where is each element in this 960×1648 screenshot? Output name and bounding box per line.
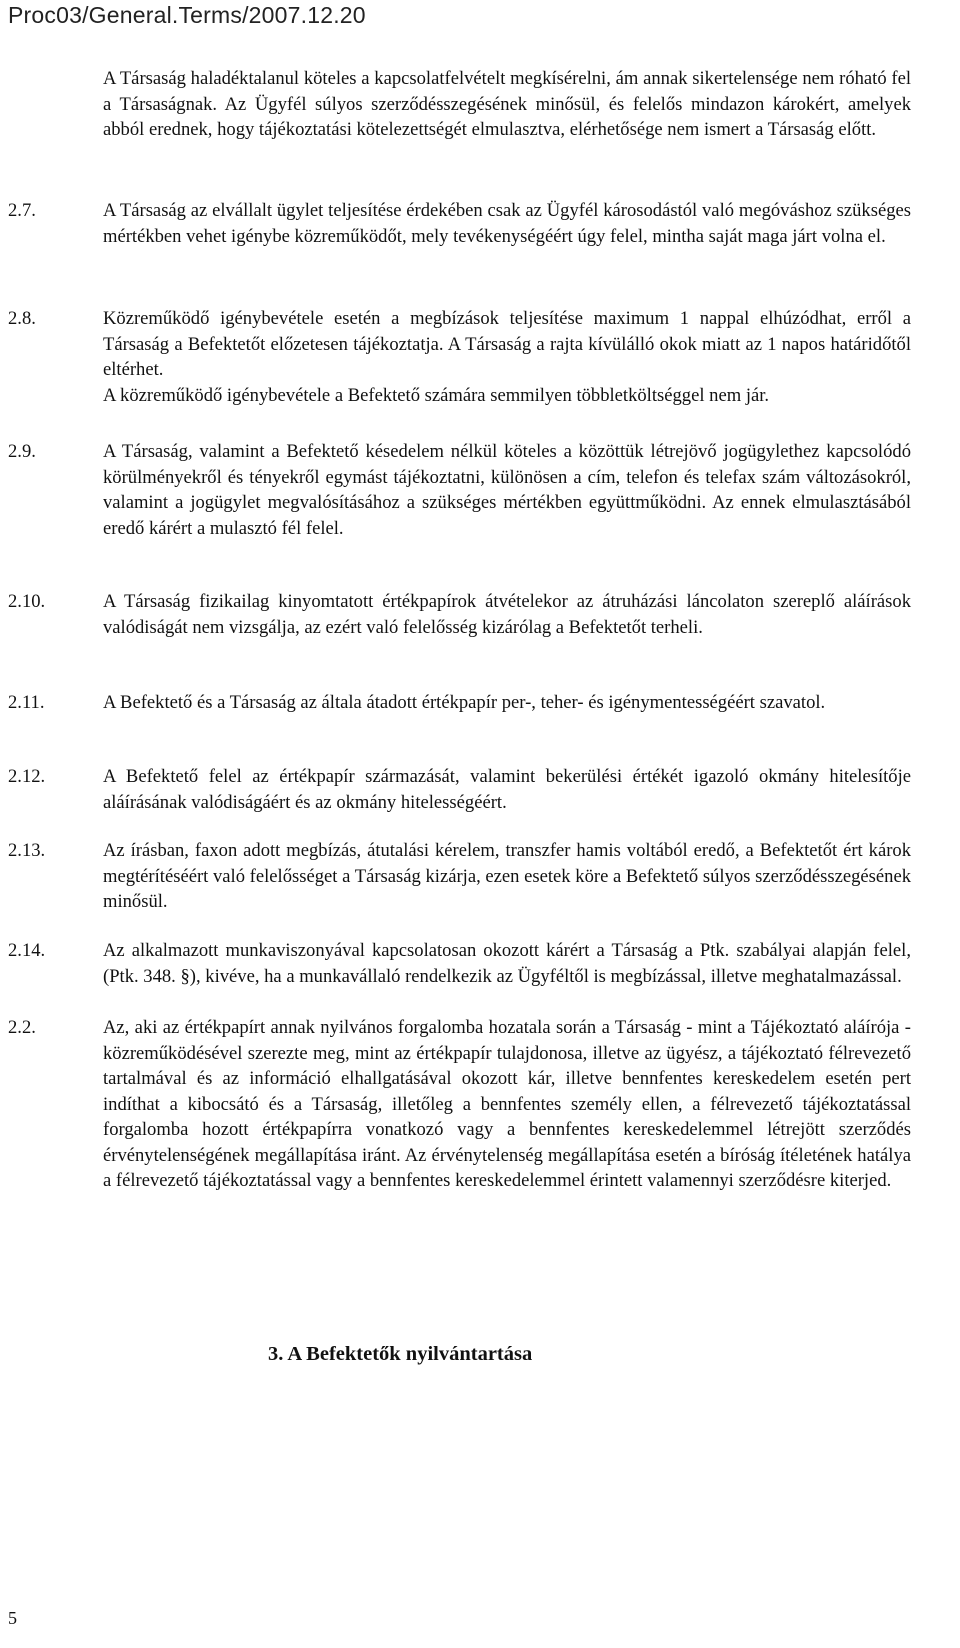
document-id-header: Proc03/General.Terms/2007.12.20 [8,2,366,28]
clause-text: Az, aki az értékpapírt annak nyilvános forgalomba hozatala során a Társaság - mint a Tájékoztató aláírója - közreműködésével szerezte meg, mint az értékpapír tulajdonosa, illetve az ügyész, a tájékoztató félrevezető tartalmával és az információ elhallgatásával okozott kár, illetve bennfentes kereskedelem esetén pert indíthat a kibocsátó és a Társaság, illetőleg a bennfentes személy ellen, a félrevezető tájékoztatással forgalomba hozott értékpapírra vonatkozó vagy a bennfentes kereskedelemmel létrejött szerződés érvénytelenségének megállapítása iránt. Az érvénytelenség megállapítása esetén a bíróság ítéletének hatálya a félrevezető tájékoztatással vagy a bennfentes kereskedelemmel érintett valamennyi szerződésre kiterjed. [103,1017,911,1191]
clause-text: Az alkalmazott munkaviszonyával kapcsolatosan okozott kárért a Társaság a Ptk. szabályai alapján felel, (Ptk. 348. §), kivéve, ha a munkavállaló rendelkezik az Ügyféltől is megbízással, illetve meghatalmazással. [103,940,911,987]
clause-text-continued: A közreműködő igénybevétele a Befektető számára semmilyen többletköltséggel nem jár. [103,384,770,406]
clause-number: 2.9. [8,441,36,462]
clause-number: 2.7. [8,200,36,221]
clause-body [103,306,911,408]
clause-text: A Társaság az elvállalt ügylet teljesítése érdekében csak az Ügyfél károsodástól való megóváshoz szükséges mértékben vehet igénybe közreműködőt, mely tevékenységéért úgy felel, mintha saját maga járt volna el. [103,200,911,247]
clause-text: Az írásban, faxon adott megbízás, átutalási kérelem, transzfer hamis voltából eredő, a Befektetőt ért károk megtérítéséért való felelősséget a Társaság kizárja, ezen esetek köre a Befektető súlyos szerződésszegésének minősül. [103,840,911,912]
clause-number: 2.10. [8,591,46,612]
intro-paragraph: A Társaság haladéktalanul köteles a kapcsolatfelvételt megkísérelni, ám annak sikertelensége nem róható fel a Társaságnak. Az Ügyfél súlyos szerződésszegésének minősül, és felelős mindazon károkért, amelyek abból erednek, hogy tájékoztatási kötelezettségét elmulasztva, elérhetősége nem ismert a Társaság előtt. [103,68,911,140]
clause-number: 2.11. [8,692,45,713]
page-number: 5 [8,1608,17,1628]
clause-number: 2.8. [8,308,36,329]
clause-number: 2.13. [8,840,46,861]
clause-text: A Befektető felel az értékpapír származását, valamint bekerülési értékét igazoló okmány hitelesítője aláírásának valódiságáért és az okmány hitelességéért. [103,766,911,813]
clause-number: 2.2. [8,1017,36,1038]
section-heading: 3. A Befektetők nyilvántartása [268,1343,533,1365]
clause-text: A Befektető és a Társaság az általa átadott értékpapír per-, teher- és igénymentességéért szavatol. [103,692,826,713]
clause-text: A Társaság fizikailag kinyomtatott értékpapírok átvételekor az átruházási láncolaton szereplő aláírások valódiságát nem vizsgálja, az ezért való felelősség kizárólag a Befektetőt terheli. [103,591,911,638]
clause-number: 2.12. [8,766,46,787]
clause-number: 2.14. [8,940,46,961]
clause-text: A Társaság, valamint a Befektető késedelem nélkül köteles a közöttük létrejövő jogügylethez kapcsolódó körülményekről és tényekről egymást tájékoztatni, különösen a cím, telefon és telefax szám változásokról, valamint a jogügylet megvalósításához a szükséges mértékben együttműködni. Az ennek elmulasztásából eredő kárért a mulasztó fél felel. [103,441,911,539]
clause-text: Közreműködő igénybevétele esetén a megbízások teljesítése maximum 1 nappal elhúzódhat, erről a Társaság a Befektetőt előzetesen tájékoztatja. A Társaság a rajta kívülálló okok miatt az 1 napos határidőtől eltérhet. [103,308,911,380]
